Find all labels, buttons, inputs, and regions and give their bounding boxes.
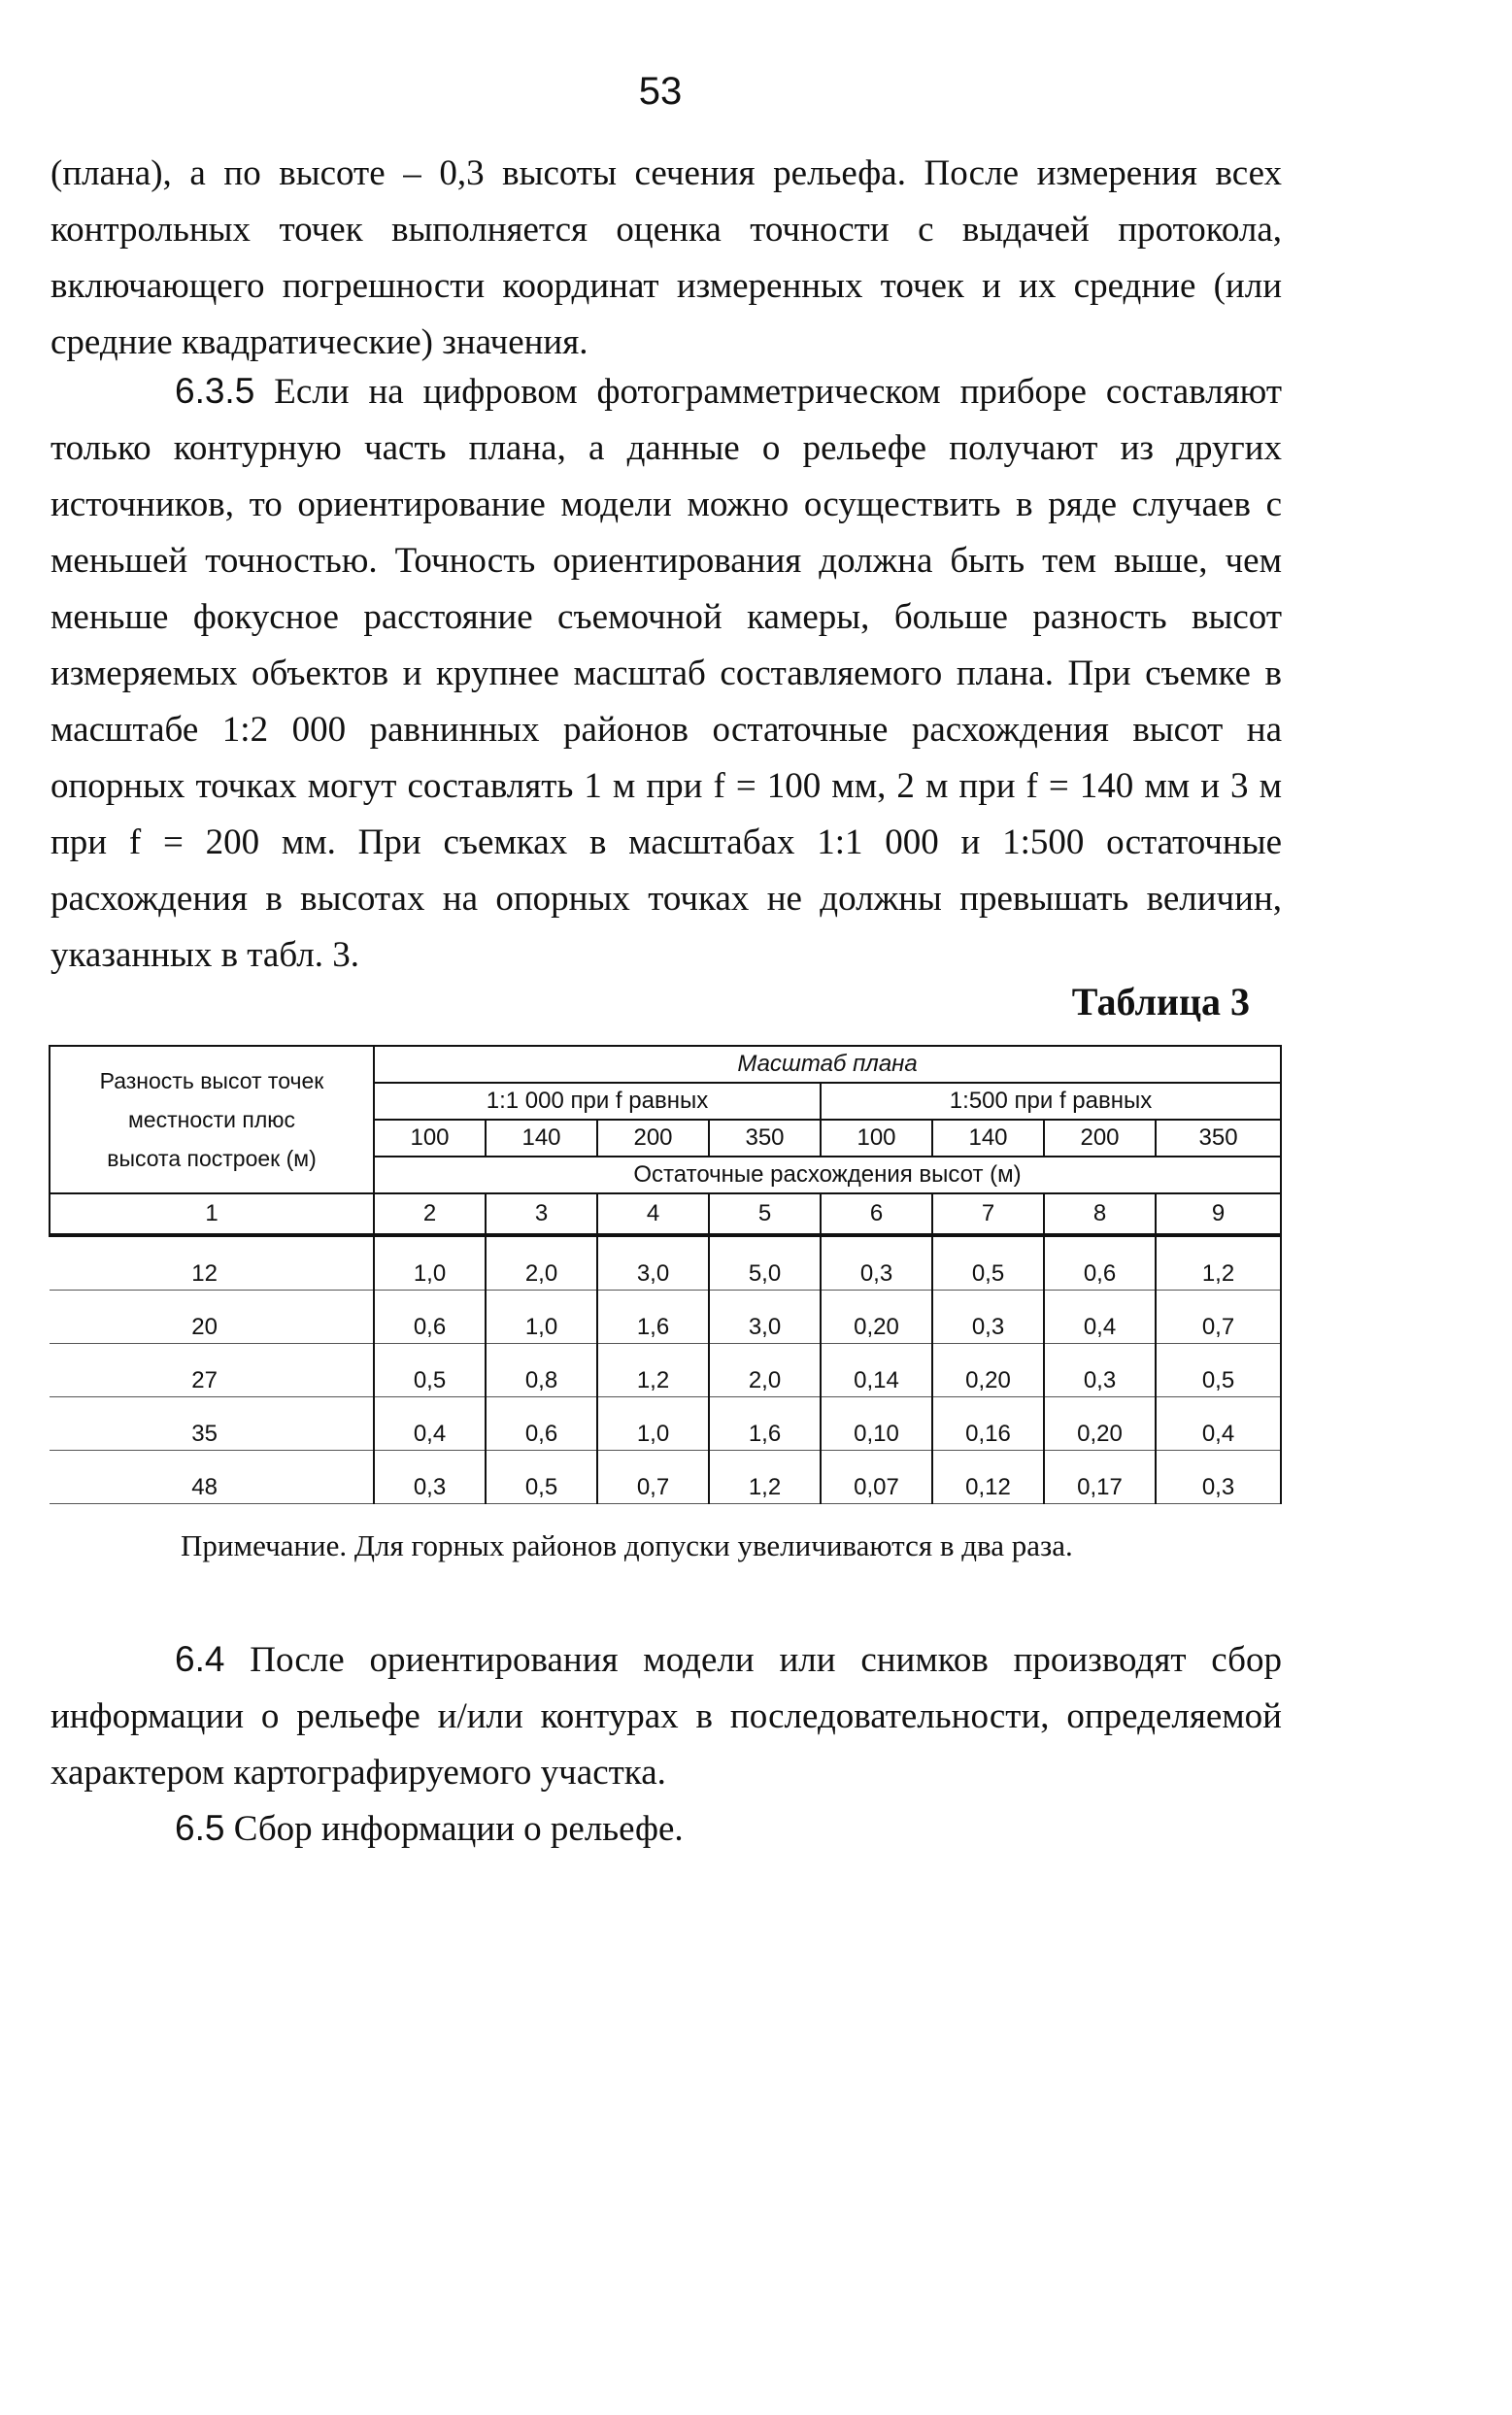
column-number: 3 (486, 1193, 597, 1235)
plan-scale-header: Масштаб плана (374, 1046, 1281, 1083)
residual-value-cell: 0,7 (1156, 1291, 1281, 1344)
column-number: 2 (374, 1193, 486, 1235)
residual-value-cell: 0,3 (932, 1291, 1044, 1344)
residual-value-cell: 1,2 (597, 1344, 709, 1397)
table-row (50, 1235, 1281, 1291)
residual-value-cell: 0,10 (821, 1397, 932, 1451)
section-number: 6.3.5 (175, 371, 255, 411)
height-value-cell: 48 (50, 1451, 374, 1504)
section-6-4-paragraph (50, 1631, 1282, 1801)
table-row (50, 1344, 1281, 1397)
table-note: Примечание. Для горных районов допуски увеличиваются в два раза. (181, 1528, 1073, 1562)
column-number: 1 (50, 1193, 374, 1235)
page-number: 53 (638, 70, 683, 113)
paragraph-continuation (50, 146, 1282, 371)
column-number: 4 (597, 1193, 709, 1235)
residual-value-cell: 0,4 (1044, 1291, 1156, 1344)
residual-value-cell: 0,4 (374, 1397, 486, 1451)
residual-value-cell: 0,3 (1156, 1451, 1281, 1504)
column-number: 9 (1156, 1193, 1281, 1235)
residual-value-cell: 0,14 (821, 1344, 932, 1397)
table-caption: Таблица 3 (1071, 980, 1250, 1023)
section-number: 6.4 (175, 1639, 225, 1679)
residual-value-cell: 0,20 (932, 1344, 1044, 1397)
focal-length-cell: 100 (821, 1120, 932, 1157)
residual-value-cell: 0,6 (486, 1397, 597, 1451)
header-line: местности плюс (127, 1107, 296, 1132)
residual-value-cell: 1,0 (486, 1291, 597, 1344)
focal-length-cell: 100 (374, 1120, 486, 1157)
residual-value-cell: 0,3 (1044, 1344, 1156, 1397)
focal-length-cell: 200 (1044, 1120, 1156, 1157)
residual-value-cell: 3,0 (597, 1235, 709, 1291)
column-number: 6 (821, 1193, 932, 1235)
paragraph-text: (плана), а по высоте – 0,3 высоты сечения рельефа. После измерения всех контрольных точек выполняется оценка точности с выдачей протокола, включающего погрешности координат измеренных точек и их средние (или средние квадратические) значения. (50, 153, 1282, 362)
focal-length-cell: 350 (1156, 1120, 1281, 1157)
residual-value-cell: 0,7 (597, 1451, 709, 1504)
residual-value-cell: 0,3 (374, 1451, 486, 1504)
residual-value-cell: 3,0 (709, 1291, 821, 1344)
residual-value-cell: 0,3 (821, 1235, 932, 1291)
residual-value-cell: 1,2 (709, 1451, 821, 1504)
residual-value-cell: 1,6 (597, 1291, 709, 1344)
residual-height-table (49, 1045, 1282, 1504)
residual-value-cell: 1,2 (1156, 1235, 1281, 1291)
residual-value-cell: 0,20 (1044, 1397, 1156, 1451)
column-number-row (50, 1193, 1281, 1235)
table-row (50, 1291, 1281, 1344)
section-text: Сбор информации о рельефе. (233, 1809, 684, 1849)
height-value-cell: 35 (50, 1397, 374, 1451)
height-value-cell: 12 (50, 1235, 374, 1291)
scale-500-header: 1:500 при f равных (821, 1083, 1281, 1120)
residual-value-cell: 1,0 (374, 1235, 486, 1291)
section-number: 6.5 (175, 1808, 225, 1848)
header-line: высота построек (м) (107, 1146, 317, 1171)
residual-value-cell: 0,5 (932, 1235, 1044, 1291)
section-6-4 (50, 1631, 1282, 1801)
residual-value-cell: 2,0 (709, 1344, 821, 1397)
residual-value-cell: 1,0 (597, 1397, 709, 1451)
residual-value-cell: 0,17 (1044, 1451, 1156, 1504)
residual-value-cell: 0,07 (821, 1451, 932, 1504)
height-value-cell: 27 (50, 1344, 374, 1397)
residual-value-cell: 0,16 (932, 1397, 1044, 1451)
focal-length-cell: 200 (597, 1120, 709, 1157)
focal-length-cell: 350 (709, 1120, 821, 1157)
section-6-5 (50, 1800, 1282, 1858)
residual-value-cell: 0,5 (486, 1451, 597, 1504)
residual-value-cell: 2,0 (486, 1235, 597, 1291)
section-6-3-5 (50, 363, 1282, 984)
residual-value-cell: 0,5 (1156, 1344, 1281, 1397)
residual-value-cell: 0,20 (821, 1291, 932, 1344)
residual-value-cell: 0,5 (374, 1344, 486, 1397)
residual-value-cell: 0,8 (486, 1344, 597, 1397)
residual-value-cell: 0,12 (932, 1451, 1044, 1504)
height-difference-header (50, 1046, 374, 1193)
section-6-3-5-paragraph (50, 363, 1282, 984)
column-number: 8 (1044, 1193, 1156, 1235)
residual-discrepancy-header: Остаточные расхождения высот (м) (374, 1157, 1281, 1193)
column-number: 5 (709, 1193, 821, 1235)
section-text: После ориентирования модели или снимков производят сбор информации о рельефе и/или контурах в последовательности, определяемой характером картографируемого участка. (50, 1640, 1282, 1793)
column-number: 7 (932, 1193, 1044, 1235)
section-6-5-paragraph (50, 1800, 1282, 1858)
residual-value-cell: 0,6 (1044, 1235, 1156, 1291)
height-value-cell: 20 (50, 1291, 374, 1344)
table-row (50, 1397, 1281, 1451)
residual-value-cell: 5,0 (709, 1235, 821, 1291)
residual-value-cell: 1,6 (709, 1397, 821, 1451)
table-row (50, 1451, 1281, 1504)
residual-value-cell: 0,4 (1156, 1397, 1281, 1451)
section-text: Если на цифровом фотограмметрическом приборе составляют только контурную часть плана, а данные о рельефе получают из других источников, то ориентирование модели можно осуществить в ряде случаев с меньшей точностью. Точность ориентирования должна быть тем выше, чем меньше фокусное расстояние съемочной камеры, больше разность высот измеряемых объектов и крупнее масштаб составляемого плана. При съемке в масштабе 1:2 000 равнинных районов остаточные расхождения высот на опорных точках могут составлять 1 м при f = 100 мм, 2 м при f = 140 мм и 3 м при f = 200 мм. При съемках в масштабах 1:1 000 и 1:500 остаточные расхождения в высотах на опорных точках не должны превышать величин, указанных в табл. 3. (50, 372, 1282, 975)
residual-value-cell: 0,6 (374, 1291, 486, 1344)
focal-length-cell: 140 (486, 1120, 597, 1157)
scale-1000-header: 1:1 000 при f равных (374, 1083, 821, 1120)
header-line: Разность высот точек (99, 1068, 324, 1093)
focal-length-cell: 140 (932, 1120, 1044, 1157)
